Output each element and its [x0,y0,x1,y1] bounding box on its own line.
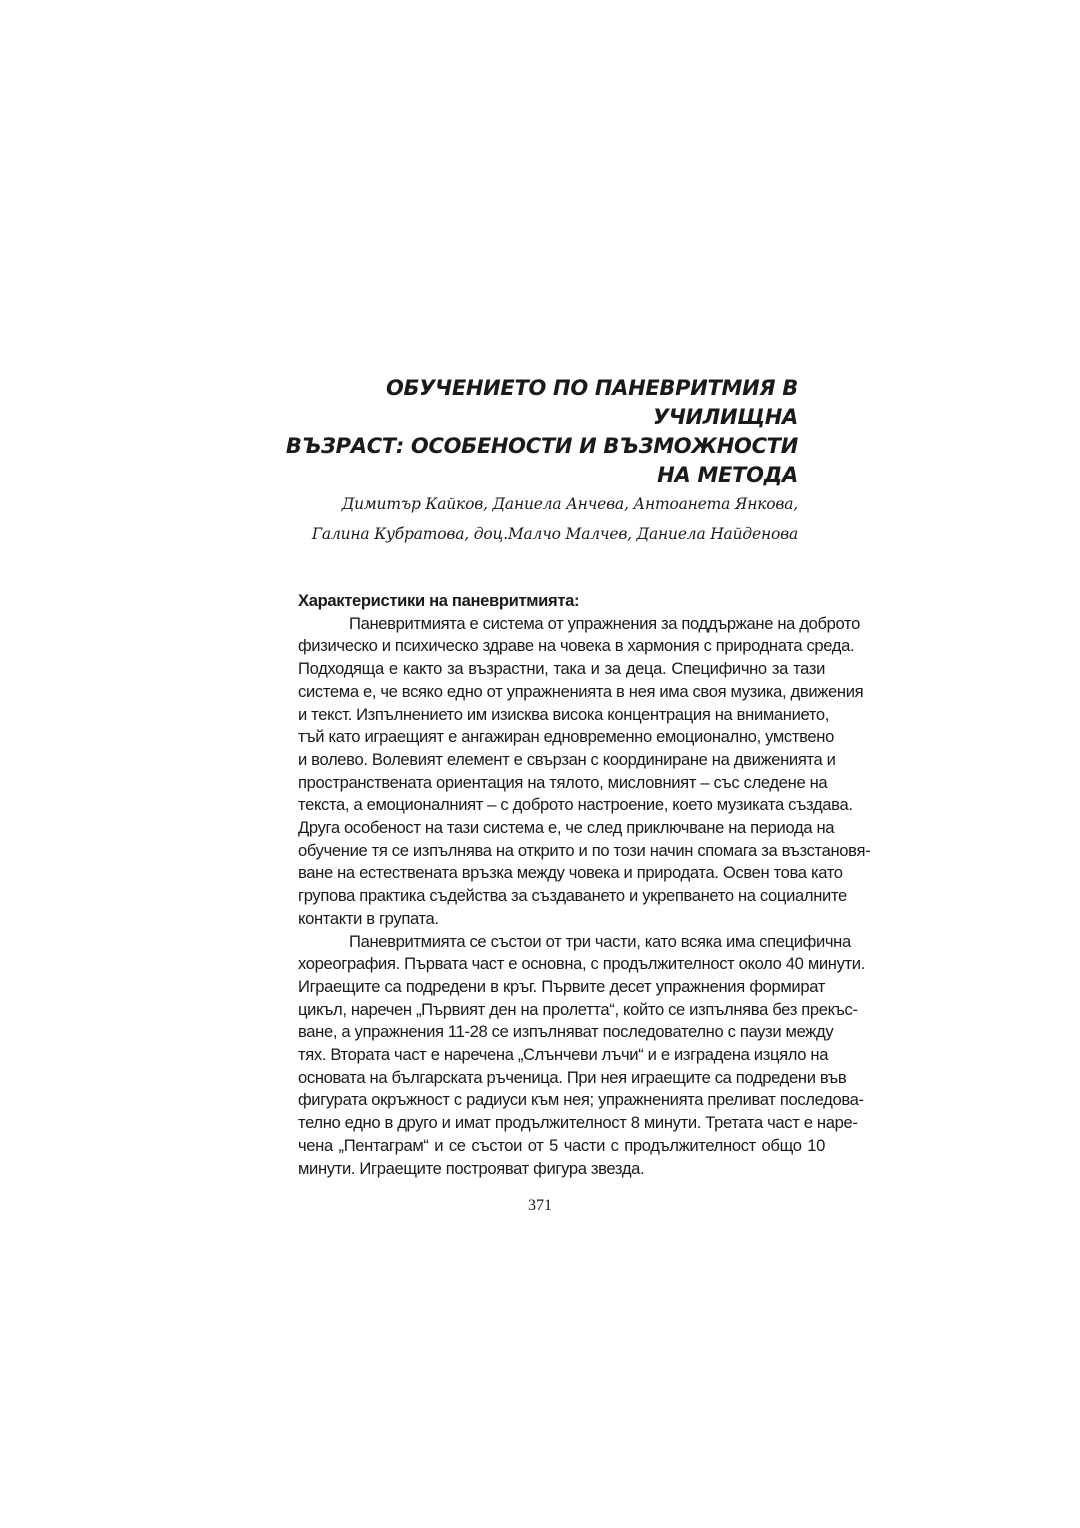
title-line: ВЪЗРАСТ: ОСОБЕНОСТИ И ВЪЗМОЖНОСТИ [285,434,798,458]
text-line: цикъл, наречен „Първият ден на пролетта“, който се изпълнява без прекъс- [298,999,858,1019]
title-line: НА МЕТОДА [657,463,798,487]
text-line: Паневритмията се състои от три части, като всяка има специфична [349,931,851,951]
paragraph-1 [247,613,871,931]
section-heading: Характеристики на паневритмията: [298,591,580,610]
text-line: обучение тя се изпълнява на открито и по този начин спомага за възстановя- [298,840,871,860]
text-line: ване на естествената връзка между човека и природата. Освен това като [298,863,843,883]
article-body [247,590,871,1180]
paragraph-2 [247,931,865,1181]
text-line: Паневритмията е система от упражнения за поддържане на доброто [349,613,860,633]
text-line: чена „Пентаграм“ и се състои от 5 части с продължителност общо 10 [298,1135,825,1155]
text-line: пространствената ориентация на тялото, мисловният – със следене на [298,772,828,792]
text-line: текста, а емоционалният – с доброто настроение, което музиката създава. [298,795,853,815]
page-number: 371 [528,1197,552,1214]
text-line: групова практика съдейства за създаването и укрепването на социалните [298,886,847,906]
title-line: ОБУЧЕНИЕТО ПО ПАНЕВРИТМИЯ В УЧИЛИЩНА [386,376,798,429]
text-line: ване, а упражнения 11-28 се изпълняват последователно с паузи между [298,1022,834,1042]
author-line: Димитър Кайков, Даниела Анчева, Антоанета Янкова, [341,495,798,513]
text-line: основата на българската ръченица. При нея играещите са подредени във [298,1067,847,1087]
text-line: контакти в групата. [298,908,439,928]
text-line: фигурата окръжност с радиуси към нея; упражненията преливат последова- [298,1090,864,1110]
text-line: минути. Играещите построяват фигура звезда. [298,1158,645,1178]
text-line: и текст. Изпълнението им изисква висока концентрация на вниманието, [298,704,830,724]
author-list [238,489,798,549]
text-line: тъй като играещият е ангажиран едновременно емоционално, умствено [298,727,834,747]
text-line: и волево. Волевият елемент е свързан с координиране на движенията и [298,749,836,769]
text-line: система е, че всяко едно от упражненията в нея има своя музика, движения [298,681,864,701]
text-line: тях. Втората част е наречена „Слънчеви лъчи“ и е изградена изцяло на [298,1045,829,1065]
text-line: телно едно в друго и имат продължителност 8 минути. Третата част е наре- [298,1113,858,1133]
text-line: хореография. Първата част е основна, с продължителност около 40 минути. [298,954,865,974]
text-line: Друга особеност на тази система е, че след приключване на периода на [298,818,835,838]
text-line: Играещите са подредени в кръг. Първите десет упражнения формират [298,976,825,996]
text-line: Подходяща е както за възрастни, така и за деца. Специфично за тази [298,659,825,679]
article-title [238,374,798,490]
author-line: Галина Кубратова, доц.Малчо Малчев, Даниела Найденова [311,525,798,543]
text-line: физическо и психическо здраве на човека в хармония с природната среда. [298,636,855,656]
